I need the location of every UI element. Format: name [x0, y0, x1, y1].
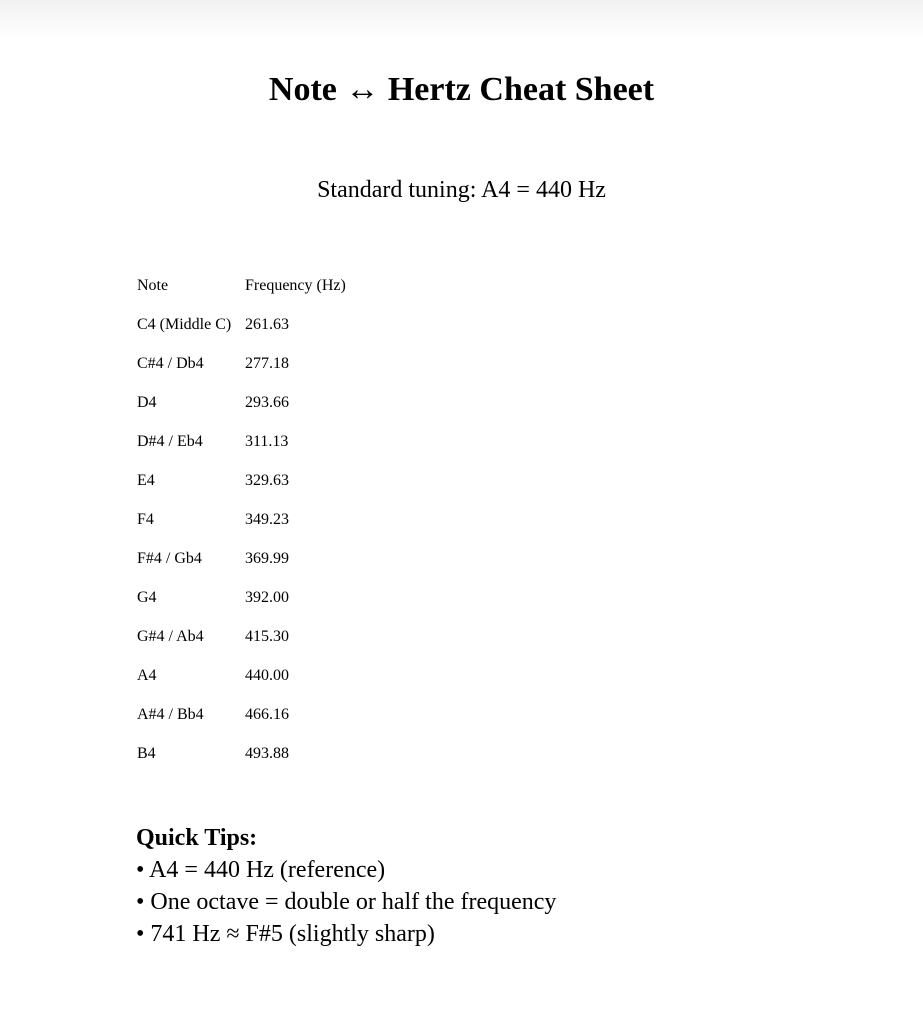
tip-item: • 741 Hz ≈ F#5 (slightly sharp) — [136, 921, 435, 947]
frequency-cell: 440.00 — [245, 666, 289, 684]
table-row — [135, 539, 348, 578]
note-cell: D4 — [137, 393, 157, 411]
table-row — [135, 500, 348, 539]
header-note: Note — [137, 276, 169, 294]
header-frequency: Frequency (Hz) — [245, 276, 346, 294]
frequency-cell: 277.18 — [245, 354, 289, 372]
frequency-cell: 311.13 — [245, 432, 289, 450]
note-cell: A4 — [137, 666, 157, 684]
table-row — [135, 656, 348, 695]
frequency-cell: 293.66 — [245, 393, 289, 411]
note-cell: G#4 / Ab4 — [137, 627, 204, 645]
frequency-cell: 392.00 — [245, 588, 289, 606]
frequency-cell: 261.63 — [245, 315, 289, 333]
note-cell: G4 — [137, 588, 157, 606]
frequency-cell: 329.63 — [245, 471, 289, 489]
subtitle: Standard tuning: A4 = 440 Hz — [317, 177, 606, 203]
table-row — [135, 422, 348, 461]
note-cell: C4 (Middle C) — [137, 315, 232, 333]
table-row — [135, 578, 348, 617]
table-row — [135, 734, 348, 773]
note-cell: E4 — [137, 471, 155, 489]
note-cell: F#4 / Gb4 — [137, 549, 202, 567]
quick-tips — [136, 822, 556, 950]
tips-heading: Quick Tips: — [136, 825, 258, 851]
table-row — [135, 383, 348, 422]
note-cell: D#4 / Eb4 — [137, 432, 203, 450]
frequency-cell: 369.99 — [245, 549, 289, 567]
note-cell: F4 — [137, 510, 154, 528]
frequency-cell: 493.88 — [245, 744, 289, 762]
table-row — [135, 617, 348, 656]
top-shadow — [0, 0, 923, 40]
frequency-cell: 415.30 — [245, 627, 289, 645]
table-row — [135, 461, 348, 500]
table-header-row — [135, 266, 348, 305]
note-frequency-table — [135, 266, 348, 773]
table-row — [135, 305, 348, 344]
table-row — [135, 344, 348, 383]
note-cell: A#4 / Bb4 — [137, 705, 204, 723]
page-title: Note ↔ Hertz Cheat Sheet — [268, 71, 655, 108]
tip-item: • One octave = double or half the frequency — [136, 889, 557, 915]
note-cell: B4 — [137, 744, 156, 762]
table-row — [135, 695, 348, 734]
frequency-cell: 466.16 — [245, 705, 289, 723]
tip-item: • A4 = 440 Hz (reference) — [136, 857, 386, 883]
note-cell: C#4 / Db4 — [137, 354, 204, 372]
frequency-cell: 349.23 — [245, 510, 289, 528]
